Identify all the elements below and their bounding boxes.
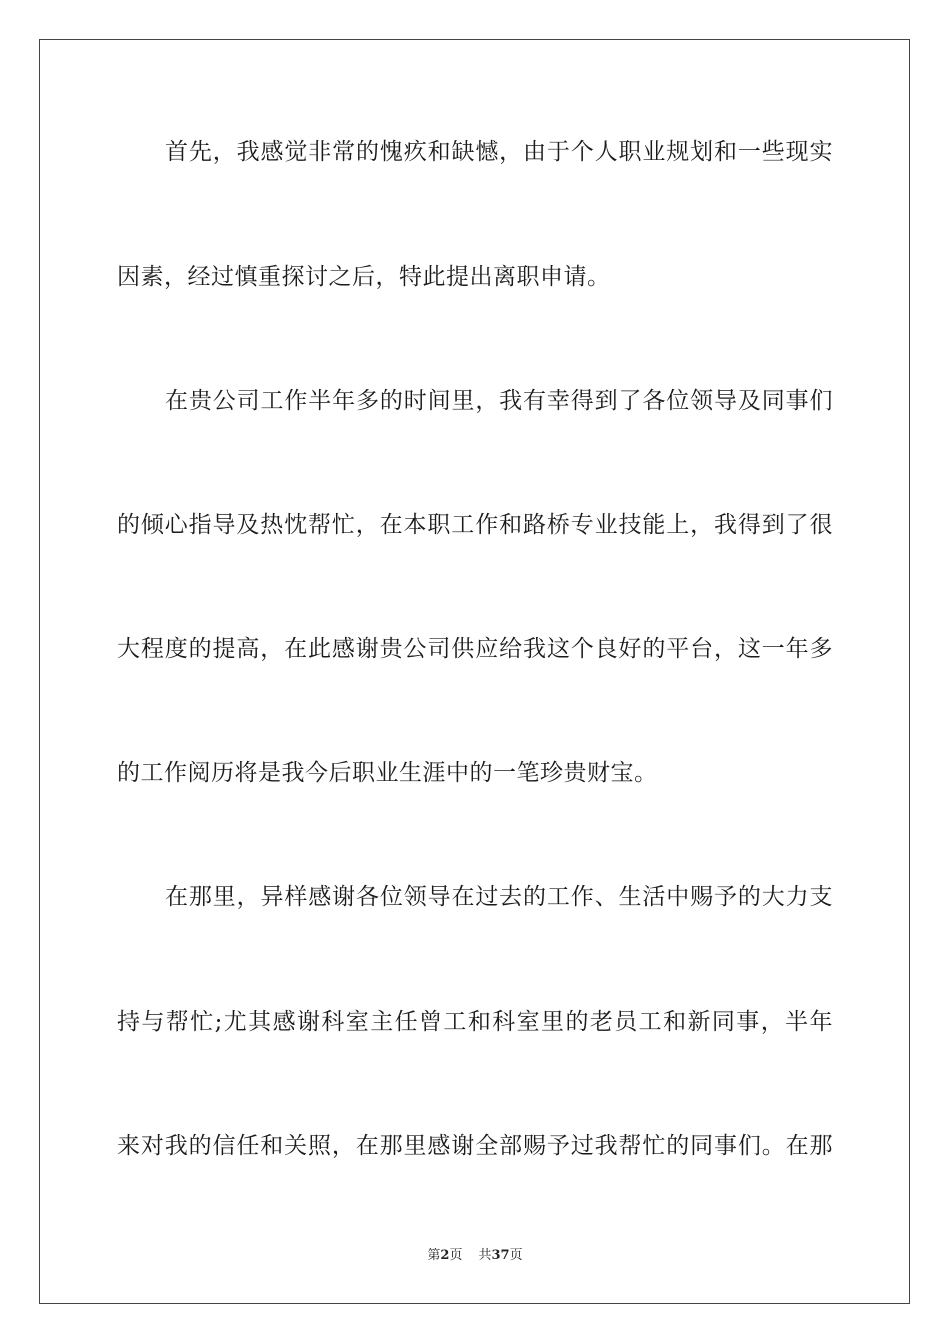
total-prefix: 共: [478, 1248, 492, 1263]
paragraph-1-line-2: 因素，经过慎重探讨之后，特此提出离职申请。: [117, 264, 611, 290]
page-border: [39, 39, 910, 1304]
total-pages: 37: [491, 1248, 510, 1263]
page-suffix: 页: [449, 1248, 463, 1263]
page-footer: [0, 1247, 950, 1265]
paragraph-2-line-3: 大程度的提高，在此感谢贵公司供应给我这个良好的平台，这一年多: [117, 636, 833, 662]
paragraph-1-line-1: 首先，我感觉非常的愧疚和缺憾，由于个人职业规划和一些现实: [165, 139, 833, 165]
paragraph-3-line-1: 在那里，异样感谢各位领导在过去的工作、生活中赐予的大力支: [165, 884, 833, 910]
paragraph-2-line-1: 在贵公司工作半年多的时间里，我有幸得到了各位领导及同事们: [165, 388, 833, 414]
total-suffix: 页: [509, 1248, 523, 1263]
paragraph-2-line-2: 的倾心指导及热忱帮忙，在本职工作和路桥专业技能上，我得到了很: [117, 512, 833, 538]
page-prefix: 第: [427, 1248, 441, 1263]
paragraph-3-line-3: 来对我的信任和关照，在那里感谢全部赐予过我帮忙的同事们。在那: [117, 1133, 833, 1159]
paragraph-3-line-2: 持与帮忙;尤其感谢科室主任曾工和科室里的老员工和新同事，半年: [117, 1009, 833, 1035]
page-number: 2: [440, 1248, 450, 1263]
paragraph-2-line-4: 的工作阅历将是我今后职业生涯中的一笔珍贵财宝。: [117, 760, 658, 786]
